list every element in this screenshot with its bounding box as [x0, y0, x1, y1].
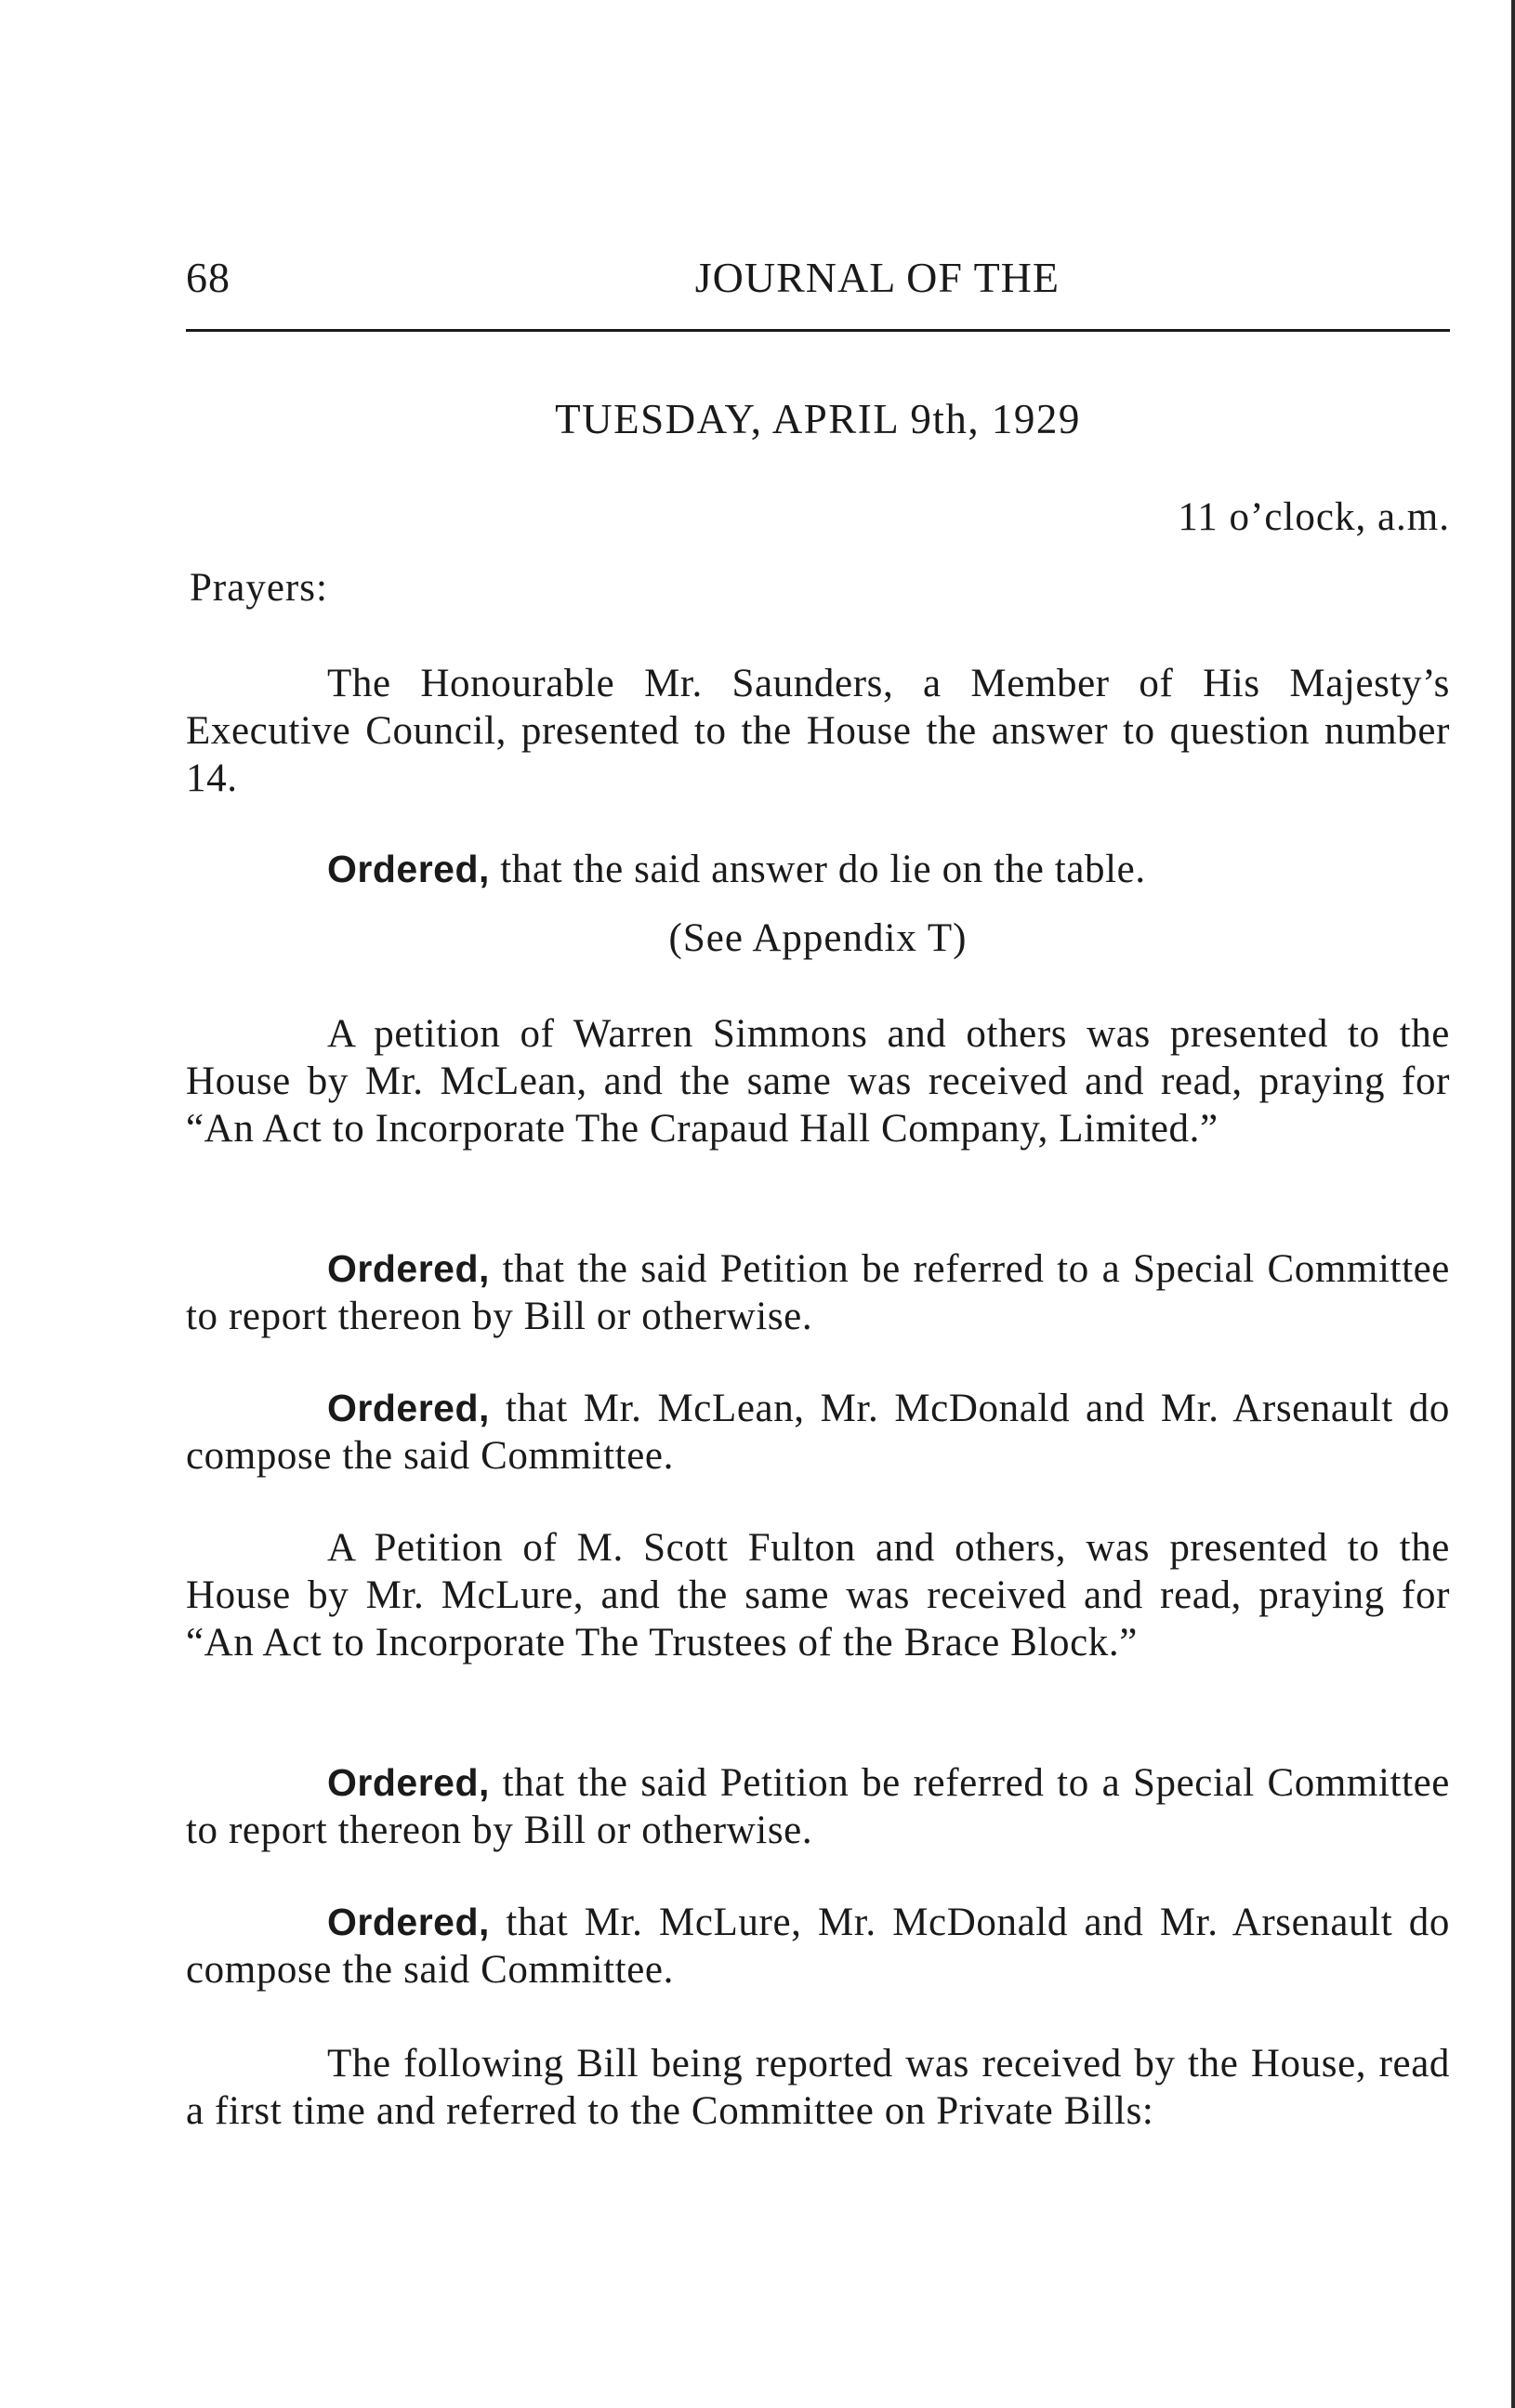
paragraph-ordered-members: [186, 1385, 1450, 1480]
page-edge: [1511, 0, 1515, 2408]
paragraph-text: that Mr. McLure, Mr. McDonald and Mr. Arsenault do compose the said Committee.: [186, 1901, 1450, 1992]
paragraph-petition-fulton: [186, 1524, 1450, 1666]
running-head: [186, 253, 1450, 309]
date-heading: TUESDAY, APRIL 9th, 1929: [555, 396, 1081, 442]
journal-title: JOURNAL OF THE: [694, 254, 1060, 301]
paragraph-bill-reported: [186, 2040, 1450, 2135]
paragraph-text: that the said answer do lie on the table.: [489, 848, 1146, 891]
paragraph-ordered-members-2: [186, 1899, 1450, 1994]
paragraph-text: A Petition of M. Scott Fulton and others, was presented to the House by Mr. McLure, and the same was received and read, praying for “An Act to Incorporate The Trustees of the Brace Block.”: [186, 1526, 1450, 1665]
paragraph-text: A petition of Warren Simmons and others was presented to the House by Mr. McLean, and the same was received and read, praying for “An Act to Incorporate The Crapaud Hall Company, Limited.”: [186, 1012, 1450, 1151]
prayers-label: Prayers:: [190, 566, 328, 610]
paragraph-ordered-table: [186, 846, 1450, 893]
ordered-keyword: Ordered,: [327, 1387, 490, 1429]
sitting-time: 11 o’clock, a.m.: [1178, 495, 1450, 539]
ordered-keyword: Ordered,: [327, 848, 490, 890]
paragraph-ordered-committee-2: [186, 1759, 1450, 1854]
header-rule: [186, 329, 1450, 332]
paragraph-text: The following Bill being reported was received by the House, read a first time and referred to the Committee on Private Bills:: [186, 2042, 1450, 2133]
ordered-keyword: Ordered,: [327, 1901, 490, 1943]
ordered-keyword: Ordered,: [327, 1761, 490, 1804]
paragraph-petition-simmons: [186, 1010, 1450, 1152]
paragraph-text: that the said Petition be referred to a Special Committee to report thereon by Bill or otherwise.: [186, 1761, 1450, 1852]
page-number: 68: [186, 254, 231, 301]
paragraph-text: that the said Petition be referred to a Special Committee to report thereon by Bill or otherwise.: [186, 1247, 1450, 1338]
paragraph-answer-presented: [186, 660, 1450, 802]
paragraph-ordered-committee: [186, 1245, 1450, 1340]
paragraph-text: The Honourable Mr. Saunders, a Member of His Majesty’s Executive Council, presented to the House the answer to question number 14.: [186, 662, 1450, 800]
ordered-keyword: Ordered,: [327, 1247, 490, 1290]
appendix-note: (See Appendix T): [668, 916, 968, 960]
paragraph-text: that Mr. McLean, Mr. McDonald and Mr. Arsenault do compose the said Committee.: [186, 1387, 1450, 1478]
